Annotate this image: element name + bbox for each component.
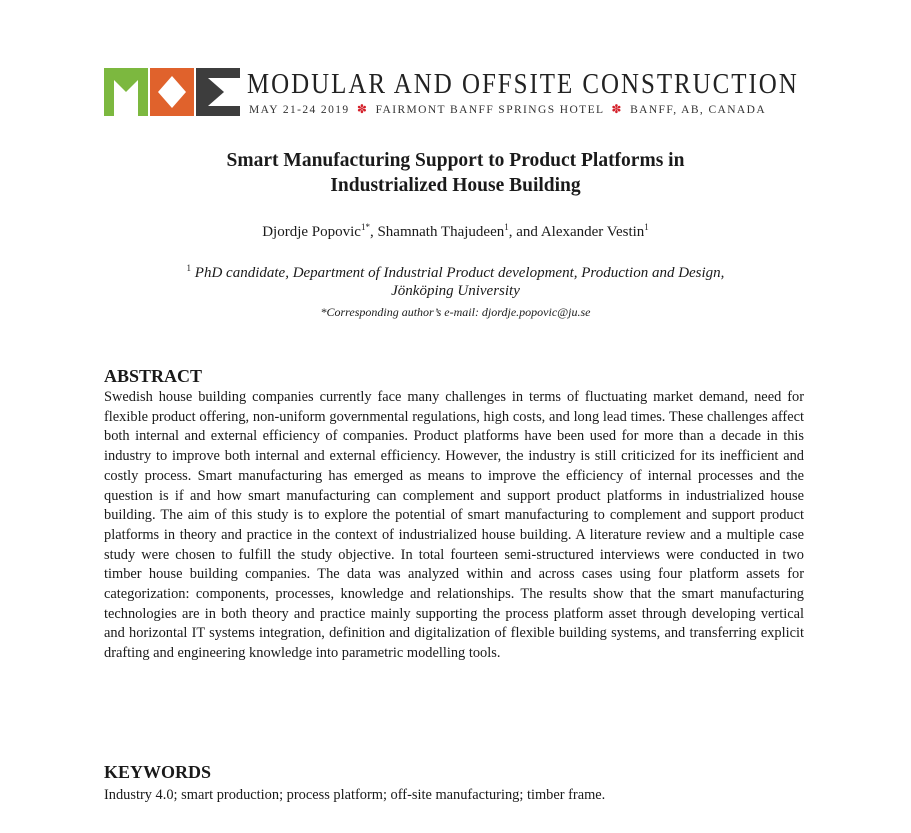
conference-location: BANFF, AB, CANADA (630, 104, 767, 116)
author-name: Alexander Vestin (540, 224, 645, 240)
keywords-heading: KEYWORDS (104, 762, 212, 782)
conference-date: MAY 21-24 2019 (249, 104, 350, 116)
maple-leaf-icon: ✽ (611, 102, 623, 116)
keywords-text: Industry 4.0; smart production; process platform; off-site manufacturing; timber frame. (104, 787, 606, 803)
conference-header (104, 68, 804, 118)
maple-leaf-icon: ✽ (356, 102, 369, 116)
affiliation-superscript: 1 (186, 263, 192, 273)
conference-subtitle (249, 102, 766, 117)
conference-title: MODULAR AND OFFSITE CONSTRUCTION (247, 68, 799, 100)
author-superscript: 1 (644, 222, 649, 232)
author-name: Djordje Popovic (262, 224, 361, 240)
corresponding-email: *Corresponding author’s e-mail: djordje.popovic@ju.se (320, 305, 591, 319)
author-name: Shamnath Thajudeen (377, 224, 505, 240)
moc-logo (104, 68, 240, 116)
affiliation (0, 264, 911, 300)
author-list: Djordje Popovic$^{1*}$, Shamnath Thajudeen$^1$, and Alexander Vestin$^1$ (262, 222, 649, 240)
affiliation-line-1: PhD candidate, Department of Industrial Product development, Production and Design, (194, 265, 725, 281)
author-superscript: 1* (360, 222, 370, 232)
abstract-heading: ABSTRACT (104, 366, 203, 386)
author-superscript: 1 (504, 222, 509, 232)
conference-venue: FAIRMONT BANFF SPRINGS HOTEL (375, 104, 605, 116)
affiliation-line-2: Jönköping University (391, 283, 520, 299)
paper-title-line-2: Industrialized House Building (330, 175, 581, 196)
paper-title (0, 148, 911, 198)
paper-title-line-1: Smart Manufacturing Support to Product Platforms in (226, 150, 685, 171)
abstract-text: Swedish house building companies currently face many challenges in terms of fluctuating market demand, need for flexible product offering, non-uniform governmental regulations, high costs, and long lead times. These challenges affect both internal and external efficiency of companies. Product platforms have been used for more than a decade in this industry to improve both internal and external efficiency. However, the industry is still criticized for its inefficient and costly process. Smart manufacturing has emerged as means to improve the efficiency of internal processes and the question is if and how smart manufacturing can complement and support product platforms in industrialized house building. The aim of this study is to explore the potential of smart manufacturing to complement and support product platforms in theory and practice in the context of industrialized house building. A literature review and a multiple case study were chosen to fulfill the study objective. In total fourteen semi-structured interviews were conducted in two timber house building companies. The data was analyzed within and across cases using four platform assets for categorization: components, processes, knowledge and relationships. The results show that the smart manufacturing technologies are in both theory and practice mainly supporting the process platform asset through developing vertical and horizontal IT systems integration, definition and digitalization of flexible building systems, and transferring explicit drafting and engineering knowledge into parametric modelling tools. (104, 389, 804, 662)
